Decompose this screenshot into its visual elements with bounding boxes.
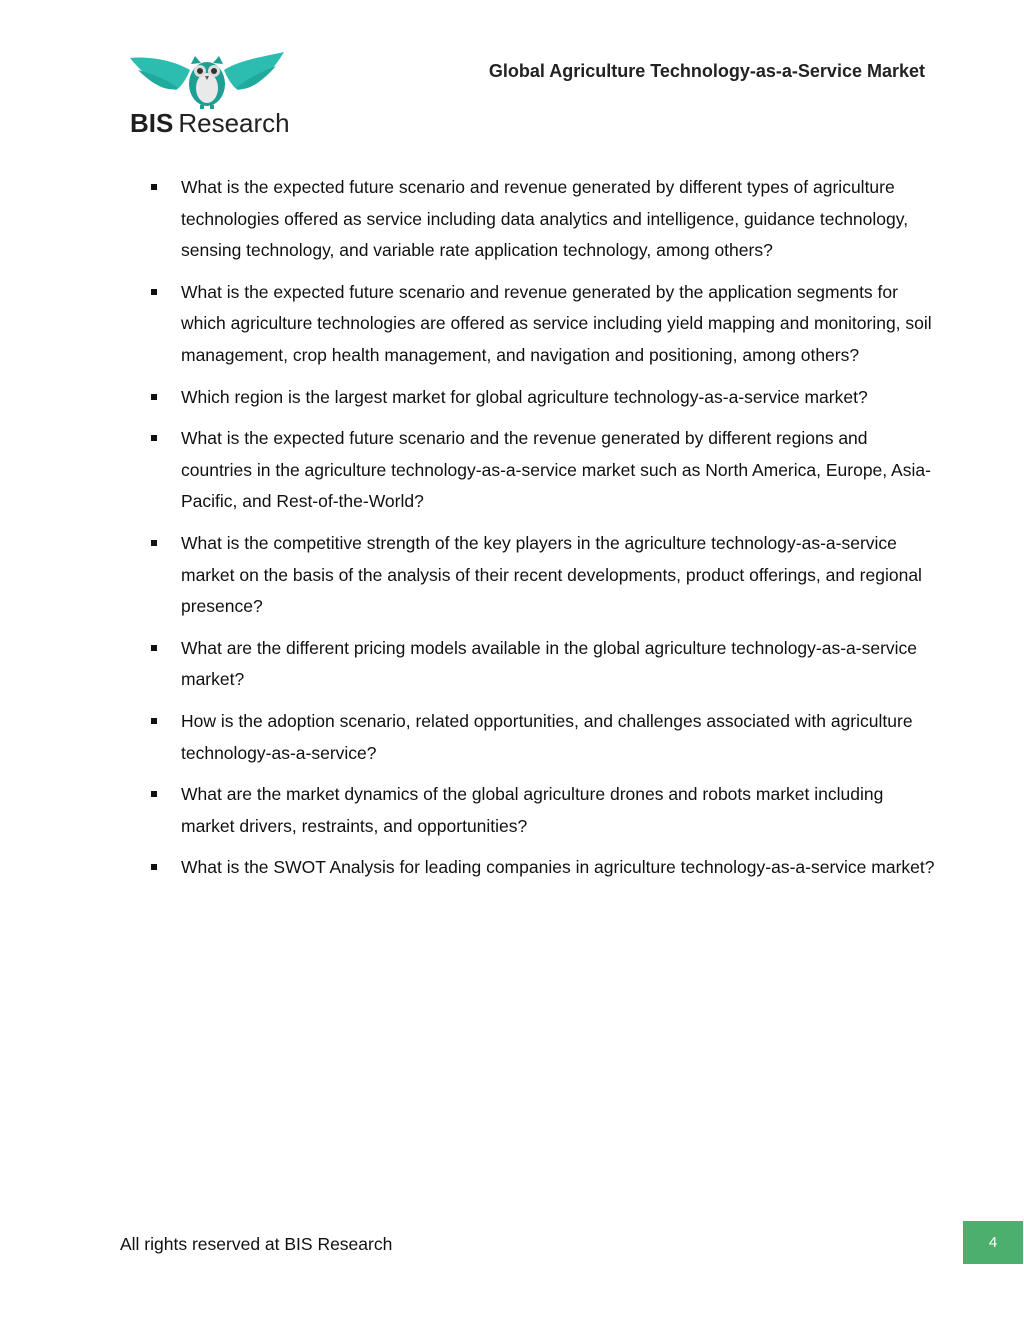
list-item-text: How is the adoption scenario, related opportunities, and challenges associated with agriculture technology-as-a-service? bbox=[181, 710, 913, 763]
list-item-text: What is the expected future scenario and the revenue generated by different regions and countries in the agriculture technology-as-a-service market such as North America, Europe, Asia-Pacific, and Rest-of-the-World? bbox=[181, 428, 931, 512]
list-item-text: What is the expected future scenario and revenue generated by different types of agriculture technologies offered as service including data analytics and intelligence, guidance technology, sensing technology, and variable rate application technology, among others? bbox=[181, 177, 909, 261]
list-item-text: What are the different pricing models available in the global agriculture technology-as-a-service market? bbox=[181, 637, 918, 690]
key-questions-list bbox=[150, 172, 940, 894]
list-item bbox=[150, 779, 940, 842]
logo-wordmark bbox=[130, 108, 290, 138]
square-bullet-icon bbox=[151, 864, 157, 870]
list-item bbox=[150, 172, 940, 267]
list-item-text: What is the competitive strength of the key players in the agriculture technology-as-a-service market on the basis of the analysis of their recent developments, product offerings, and regional presence? bbox=[181, 532, 922, 617]
document-title: Global Agriculture Technology-as-a-Service Market bbox=[488, 61, 925, 81]
list-item-text: What are the market dynamics of the global agriculture drones and robots market including market drivers, restraints, and opportunities? bbox=[181, 784, 884, 836]
owl-logo-icon bbox=[128, 50, 288, 112]
page-number: 4 bbox=[988, 1234, 998, 1251]
square-bullet-icon bbox=[151, 645, 157, 651]
page-number-badge bbox=[963, 1221, 1023, 1264]
list-item-text: Which region is the largest market for global agriculture technology-as-a-service market? bbox=[181, 386, 868, 407]
square-bullet-icon bbox=[151, 184, 157, 190]
square-bullet-icon bbox=[151, 289, 157, 295]
list-item bbox=[150, 852, 940, 884]
list-item bbox=[150, 382, 940, 414]
square-bullet-icon bbox=[151, 540, 157, 546]
list-item-text: What is the SWOT Analysis for leading companies in agriculture technology-as-a-service market? bbox=[181, 857, 935, 878]
logo-brand-regular: Research bbox=[178, 108, 290, 138]
list-item-text: What is the expected future scenario and revenue generated by the application segments for which agriculture technologies are offered as service including yield mapping and monitoring, soil management, crop health management, and navigation and positioning, among others? bbox=[181, 281, 932, 365]
square-bullet-icon bbox=[151, 791, 157, 797]
square-bullet-icon bbox=[151, 435, 157, 441]
bis-research-logo bbox=[128, 50, 288, 140]
footer-rights: All rights reserved at BIS Research bbox=[120, 1234, 393, 1254]
list-item bbox=[150, 528, 940, 623]
square-bullet-icon bbox=[151, 718, 157, 724]
square-bullet-icon bbox=[151, 394, 157, 400]
list-item bbox=[150, 277, 940, 372]
list-item bbox=[150, 633, 940, 696]
list-item bbox=[150, 706, 940, 769]
logo-brand-bold: BIS bbox=[130, 108, 174, 138]
list-item bbox=[150, 423, 940, 518]
